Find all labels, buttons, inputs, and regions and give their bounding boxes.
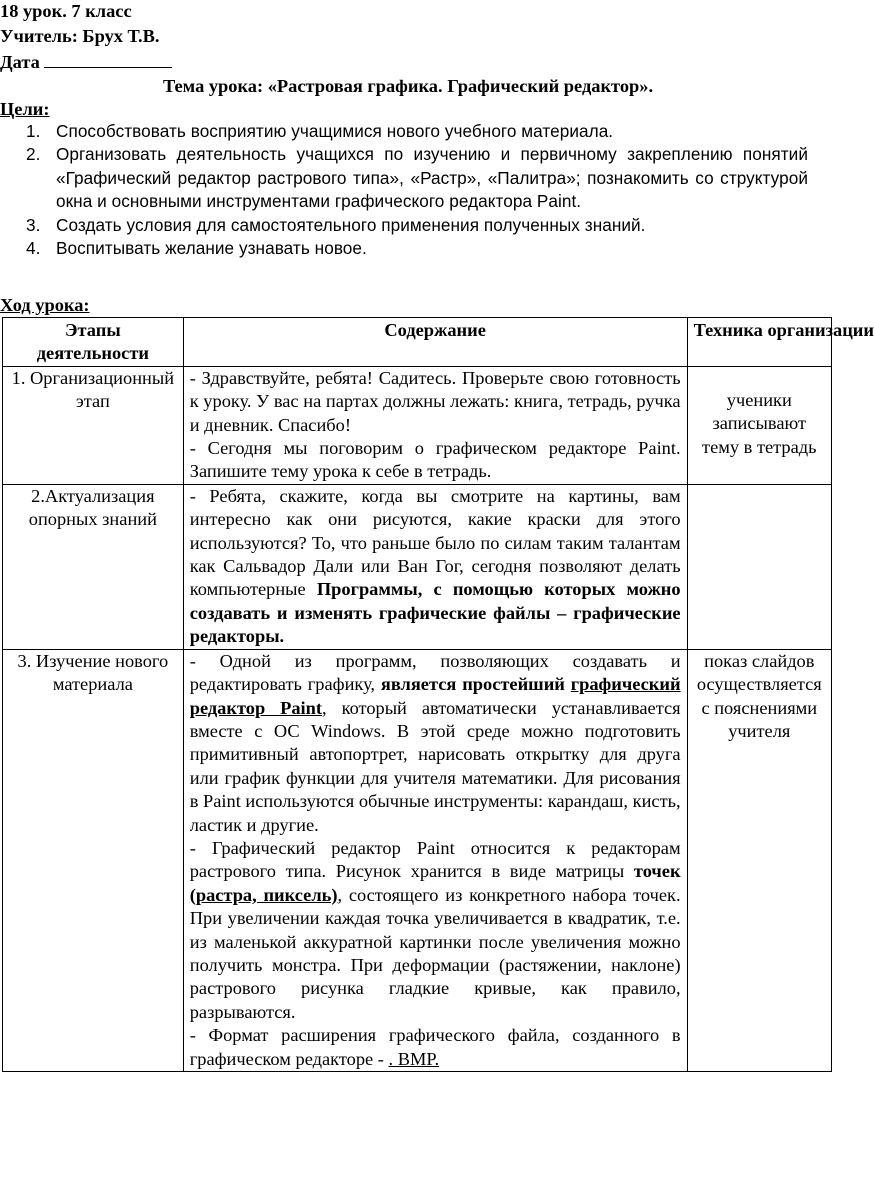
table-header-row: [3, 318, 832, 367]
content-cell: - Здравствуйте, ребята! Садитесь. Проверьте свою готовность к уроку. У вас на партах должны лежать: книга, тетрадь, ручка и дневник. Спасибо! - Сегодня мы поговорим о графическом редакторе Paint. Запишите тему урока к себе в тетрадь.: [183, 366, 687, 484]
table-row: [3, 484, 832, 649]
goals-list: [0, 120, 808, 260]
stage-cell: 2.Актуализация опорных знаний: [3, 484, 184, 649]
lesson-number: 18 урок. 7 класс: [0, 1, 132, 21]
goal-item: 3. Создать условия для самостоятельного применения полученных знаний.: [26, 214, 646, 235]
technique-cell: [687, 484, 831, 649]
goals-title: Цели:: [0, 99, 50, 119]
stage-cell: 1. Организационный этап: [3, 366, 184, 484]
teacher-name: Учитель: Брух Т.В.: [0, 26, 160, 46]
table-row: [3, 366, 832, 484]
date-label: Дата: [0, 52, 40, 72]
lesson-plan-table: [2, 317, 874, 1072]
lesson-flow-title: Ход урока:: [0, 295, 90, 315]
stage-cell: 3. Изучение нового материала: [3, 649, 184, 1071]
table-row: [3, 649, 832, 1071]
technique-cell: ученики записывают тему в тетрадь: [687, 366, 831, 484]
date-blank-line: [44, 50, 172, 68]
technique-cell: показ слайдов осуществляется с пояснениями учителя: [687, 649, 831, 1071]
lesson-topic: Тема урока: «Растровая графика. Графический редактор».: [162, 76, 654, 96]
goal-item: 2. Организовать деятельность учащихся по изучению и первичному закреплению понятий «Графический редактор растрового типа», «Растр», «Палитра»; познакомить со структурой окна и основными инструментами графического редактора Paint.: [26, 144, 808, 212]
content-cell: - Ребята, скажите, когда вы смотрите на картины, вам интересно как они рисуются, какие краски для этого используются? То, что раньше было по силам таким талантам как Сальвадор Дали или Ван Гог, сегодня позволяют делать компьютерные Программы, с помощью которых можно создавать и изменять графические файлы – графические редакторы.: [183, 484, 687, 649]
content-cell: - Одной из программ, позволяющих создавать и редактировать графику, является простейший графический редактор Paint, который автоматически устанавливается вместе с ОС Windows. В этой среде можно подготовить примитивный автопортрет, нарисовать открытку для друга или график функции для учителя математики. Для рисования в Paint используются обычные инструменты: карандаш, кисть, ластик и другие. - Графический редактор Paint относится к редакторам растрового типа. Рисунок хранится в виде матрицы точек (растра, пиксель), состоящего из конкретного набора точек. При увеличении каждая точка увеличивается в квадратик, т.е. из маленькой аккуратной картинки после увеличения можно получить монстра. При деформации (растяжении, наклоне) растрового рисунка гладкие кривые, как правило, разрываются. - Формат расширения графического файла, созданного в графическом редакторе - . BMP.: [183, 649, 687, 1071]
column-header-technique: Техника организации: [687, 318, 831, 367]
column-header-content: Содержание: [183, 318, 687, 367]
date-field: [0, 50, 172, 74]
goal-item: 4. Воспитывать желание узнавать новое.: [26, 238, 367, 259]
goal-item: 1. Способствовать восприятию учащимися нового учебного материала.: [26, 121, 614, 141]
column-header-stage: Этапы деятельности: [3, 318, 184, 367]
